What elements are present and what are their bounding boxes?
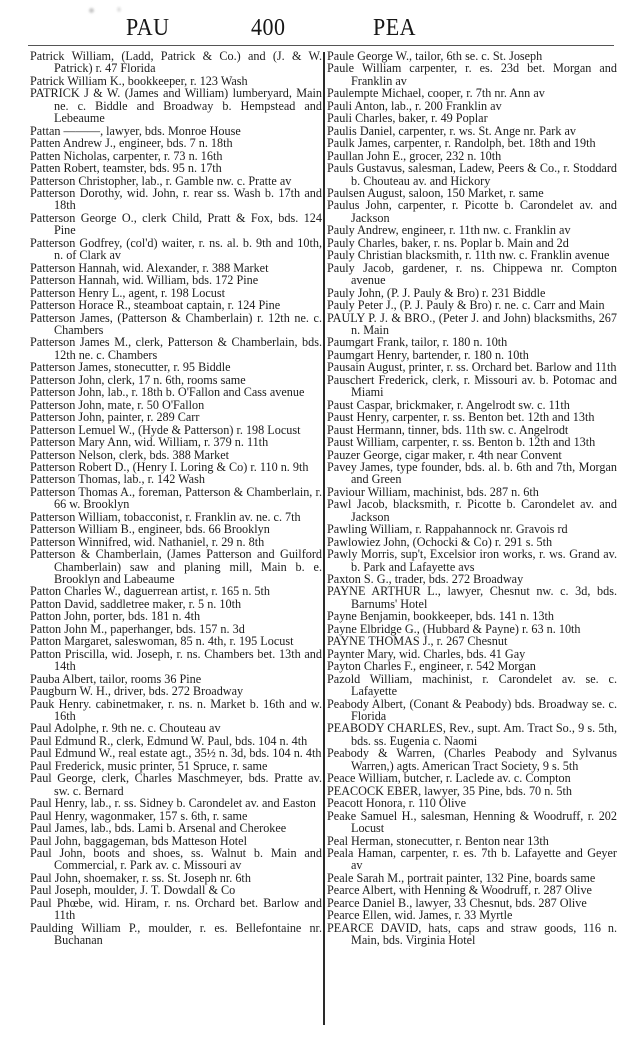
directory-entry: Paust Caspar, brickmaker, r. Angelrodt sw. c. 11th — [327, 397, 570, 412]
directory-entry: Paumgart Frank, tailor, r. 180 n. 10th — [327, 335, 508, 350]
header-rule — [28, 45, 614, 46]
directory-entry: Patterson Nelson, clerk, bds. 388 Market — [30, 447, 230, 462]
right-column — [327, 50, 617, 947]
directory-entry: Paulempte Michael, cooper, r. 7th nr. Ann av — [327, 86, 545, 101]
directory-entry: Peabody Albert, (Conant & Peabody) bds. Broadway se. c. Florida — [327, 696, 617, 724]
directory-entry: Pauli Anton, lab., r. 200 Franklin av — [327, 98, 502, 113]
directory-entry: Patterson John, mate, r. 50 O'Fallon — [30, 397, 205, 412]
directory-entry: Paulding William P., moulder, r. es. Bellefontaine nr. Buchanan — [30, 920, 322, 948]
directory-entry: Pausain August, printer, r. ss. Orchard bet. Barlow and 11th — [327, 360, 617, 375]
directory-entry: Pauly Andrew, engineer, r. 11th nw. c. Franklin av — [327, 223, 571, 238]
directory-entry: Paul Henry, lab., r. ss. Sidney b. Carondelet av. and Easton — [30, 796, 316, 811]
directory-entry: Paulk James, carpenter, r. Randolph, bet. 18th and 19th — [327, 136, 596, 151]
directory-entry: Pauli Charles, baker, r. 49 Poplar — [327, 111, 488, 126]
directory-entry: Patterson Lemuel W., (Hyde & Patterson) r. 198 Locust — [30, 422, 301, 437]
directory-entry: Patterson John, lab., r. 18th b. O'Fallon and Cass avenue — [30, 385, 305, 400]
directory-entry: Paul Joseph, moulder, J. T. Dowdall & Co — [30, 883, 236, 898]
directory-entry: Patrick William, (Ladd, Patrick & Co.) and (J. & W. Patrick) r. 47 Florida — [30, 49, 322, 76]
directory-entry: Pawlowiez John, (Ochocki & Co) r. 291 s. 5th — [327, 534, 553, 549]
directory-entry: Patterson Horace R., steamboat captain, r. 124 Pine — [30, 298, 281, 313]
directory-entry: Pauschert Frederick, clerk, r. Missouri av. b. Potomac and Miami — [327, 372, 617, 400]
directory-entry: Payton Charles F., engineer, r. 542 Morgan — [327, 659, 536, 674]
directory-entry: Paviour William, machinist, bds. 287 n. 6th — [327, 484, 539, 499]
directory-entry: PAYNE ARTHUR L., lawyer, Chesnut nw. c. 3d, bds. Barnums' Hotel — [327, 584, 617, 611]
directory-entry: Patterson James, (Patterson & Chamberlain) r. 12th ne. c. Chambers — [30, 310, 322, 337]
directory-entry: Patterson Thomas, lab., r. 142 Wash — [30, 472, 205, 487]
ink-smudge — [117, 7, 121, 12]
directory-entry: Patton Margaret, saleswoman, 85 n. 4th, r. 195 Locust — [30, 634, 294, 649]
directory-entry: Peacott Honora, r. 110 Olive — [327, 796, 466, 811]
directory-entry: Patterson John, painter, r. 289 Carr — [30, 410, 200, 425]
directory-entry: Patterson Godfrey, (col'd) waiter, r. ns. al. b. 9th and 10th, n. of Clark av — [30, 235, 322, 263]
directory-entry: Patterson George O., clerk Child, Pratt & Fox, bds. 124 Pine — [30, 210, 322, 238]
directory-entry: Paust William, carpenter, r. ss. Benton b. 12th and 13th — [327, 435, 596, 450]
directory-entry: Patten Nicholas, carpenter, r. 73 n. 16th — [30, 148, 223, 163]
directory-entry: Patterson John, clerk, 17 n. 6th, rooms same — [30, 372, 246, 387]
directory-entry: Paul George, clerk, Charles Maschmeyer, bds. Pratte av. sw. c. Bernard — [30, 771, 322, 798]
directory-entry: Peabody & Warren, (Charles Peabody and Sylvanus Warren,) agts. American Tract Society, 9 s. 5th — [327, 746, 617, 773]
directory-entry: Paul John, boots and shoes, ss. Walnut b. Main and Commercial, r. Park av. c. Missouri av — [30, 846, 322, 873]
directory-entry: Paullan John E., grocer, 232 n. 10th — [327, 148, 502, 163]
directory-entry: Pauly Peter J., (P. J. Pauly & Bro) r. ne. c. Carr and Main — [327, 298, 605, 313]
directory-entry: PATRICK J & W. (James and William) lumberyard, Main ne. c. Biddle and Broadway b. Hempstead and Lebeaume — [30, 86, 322, 126]
directory-entry: Peace William, butcher, r. Laclede av. c. Compton — [327, 771, 571, 786]
header-right-guideword: PEA — [373, 12, 417, 41]
directory-entry: Peake Samuel H., salesman, Henning & Woodruff, r. 202 Locust — [327, 808, 617, 836]
directory-entry: Patterson Henry L., agent, r. 198 Locust — [30, 285, 225, 300]
directory-entry: Paulis Daniel, carpenter, r. ws. St. Ange nr. Park av — [327, 123, 576, 138]
directory-entry: Paynter Mary, wid. Charles, bds. 41 Gay — [327, 646, 526, 661]
directory-entry: Patterson Hannah, wid. William, bds. 172 Pine — [30, 273, 259, 288]
directory-entry: Paule William carpenter, r. es. 23d bet. Morgan and Franklin av — [327, 61, 617, 88]
directory-entry: Patterson William, tobacconist, r. Franklin av. ne. c. 7th — [30, 509, 301, 524]
directory-entry: Peale Sarah M., portrait painter, 132 Pine, boards same — [327, 870, 596, 885]
directory-entry: PEABODY CHARLES, Rev., supt. Am. Tract So., 9 s. 5th, bds. ss. Eugenia c. Naomi — [327, 721, 617, 748]
directory-entry: Patton David, saddletree maker, r. 5 n. 10th — [30, 596, 242, 611]
directory-entry: Payne Benjamin, bookkeeper, bds. 141 n. 13th — [327, 609, 554, 624]
directory-entry: Paugburn W. H., driver, bds. 272 Broadway — [30, 684, 244, 699]
directory-entry: Patton John, porter, bds. 181 n. 4th — [30, 609, 201, 624]
directory-entry: Patton Priscilla, wid. Joseph, r. ns. Chambers bet. 13th and 14th — [30, 646, 322, 674]
directory-entry: Pearce Ellen, wid. James, r. 33 Myrtle — [327, 908, 513, 923]
directory-entry: Paul John, shoemaker, r. ss. St. Joseph nr. 6th — [30, 870, 251, 885]
directory-entry: Paxton S. G., trader, bds. 272 Broadway — [327, 572, 524, 587]
column-divider — [323, 52, 325, 1025]
directory-entry: PAULY P. J. & BRO., (Peter J. and John) blacksmiths, 267 n. Main — [327, 310, 617, 337]
directory-entry: PAYNE THOMAS J., r. 267 Chesnut — [327, 634, 508, 649]
directory-entry: Paulsen August, saloon, 150 Market, r. same — [327, 185, 544, 200]
directory-entry: Patton John M., paperhanger, bds. 157 n. 3d — [30, 621, 245, 636]
page-header — [0, 14, 640, 40]
directory-entry: Pauly Jacob, gardener, r. ns. Chippewa nr. Compton avenue — [327, 260, 617, 288]
directory-entry: Pauba Albert, tailor, rooms 36 Pine — [30, 671, 202, 686]
directory-entry: Pauly Charles, baker, r. ns. Poplar b. Main and 2d — [327, 235, 569, 250]
directory-entry: Paust Henry, carpenter, r. ss. Benton bet. 12th and 13th — [327, 410, 595, 425]
directory-entry: Pavey James, type founder, bds. al. b. 6th and 7th, Morgan and Green — [327, 459, 617, 487]
directory-entry: Paul Edmund W., real estate agt., 35½ n. 3d, bds. 104 n. 4th — [30, 746, 322, 761]
directory-entry: Patterson Winnifred, wid. Nathaniel, r. 29 n. 8th — [30, 534, 265, 549]
directory-entry: Patterson Hannah, wid. Alexander, r. 388 Market — [30, 260, 269, 275]
directory-entry: Pazold William, machinist, r. Carondelet av. se. c. Lafayette — [327, 671, 617, 699]
directory-entry: Pauly John, (P. J. Pauly & Bro) r. 231 Biddle — [327, 285, 546, 300]
directory-entry: Patterson James M., clerk, Patterson & Chamberlain, bds. 12th ne. c. Chambers — [30, 335, 322, 362]
directory-entry: Patterson William B., engineer, bds. 66 Brooklyn — [30, 522, 270, 537]
directory-entry: Patterson Mary Ann, wid. William, r. 379 n. 11th — [30, 435, 269, 450]
directory-entry: Paumgart Henry, bartender, r. 180 n. 10th — [327, 347, 529, 362]
directory-entry: Paulus John, carpenter, r. Picotte b. Carondelet av. and Jackson — [327, 198, 617, 225]
directory-entry: Paul Adolphe, r. 9th ne. c. Chouteau av — [30, 721, 221, 736]
directory-entry: Peal Herman, stonecutter, r. Benton near 13th — [327, 833, 549, 848]
directory-entry: Pawly Morris, sup't, Excelsior iron works, r. ws. Grand av. b. Park and Lafayette avs — [327, 547, 617, 574]
ink-smudge — [89, 8, 94, 13]
directory-entry: Patten Andrew J., engineer, bds. 7 n. 18th — [30, 136, 233, 151]
directory-entry: Paul Edmund R., clerk, Edmund W. Paul, bds. 104 n. 4th — [30, 733, 308, 748]
directory-entry: Pawling William, r. Rappahannock nr. Gravois rd — [327, 522, 568, 537]
directory-entry: PEARCE DAVID, hats, caps and straw goods, 116 n. Main, bds. Virginia Hotel — [327, 920, 617, 948]
directory-entry: Patterson Robert D., (Henry I. Loring & Co) r. 110 n. 9th — [30, 459, 309, 474]
directory-entry: Pawl Jacob, blacksmith, r. Picotte b. Carondelet av. and Jackson — [327, 497, 617, 524]
directory-entry: Patterson Dorothy, wid. John, r. rear ss. Wash b. 17th and 18th — [30, 185, 322, 213]
directory-entry: Pattan ———, lawyer, bds. Monroe House — [30, 123, 241, 138]
directory-entry: Paule George W., tailor, 6th se. c. St. Joseph — [327, 49, 543, 63]
directory-entry: Paul Henry, wagonmaker, 157 s. 6th, r. same — [30, 808, 248, 823]
directory-entry: Paul Frederick, music printer, 51 Spruce, r. same — [30, 758, 268, 773]
left-column — [30, 50, 322, 947]
directory-entry: Peala Haman, carpenter, r. es. 7th b. Lafayette and Geyer av — [327, 846, 617, 873]
directory-entry: Pauls Gustavus, salesman, Ladew, Peers & Co., r. Stoddard b. Chouteau av. and Hickory — [327, 161, 617, 188]
directory-entry: Paust Hermann, tinner, bds. 11th sw. c. Angelrodt — [327, 422, 569, 437]
directory-entry: Patterson Christopher, lab., r. Gamble nw. c. Pratte av — [30, 173, 292, 188]
directory-entry: Patterson Thomas A., foreman, Patterson & Chamberlain, r. 66 w. Brooklyn — [30, 484, 322, 512]
directory-entry: Pearce Daniel B., lawyer, 33 Chesnut, bds. 287 Olive — [327, 895, 587, 910]
directory-entry: Patton Charles W., daguerrean artist, r. 165 n. 5th — [30, 584, 270, 599]
directory-entry: Pearce Albert, with Henning & Woodruff, r. 287 Olive — [327, 883, 592, 898]
page-number: 400 — [251, 12, 286, 41]
directory-entry: Patten Robert, teamster, bds. 95 n. 17th — [30, 161, 222, 176]
directory-entry: Patrick William K., bookkeeper, r. 123 Wash — [30, 73, 248, 88]
directory-entry: Pauly Christian blacksmith, r. 11th nw. c. Franklin avenue — [327, 248, 610, 263]
directory-entry: Paul John, baggageman, bds Matteson Hotel — [30, 833, 247, 848]
directory-entry: PEACOCK EBER, lawyer, 35 Pine, bds. 70 n. 5th — [327, 783, 572, 798]
directory-entry: Paul James, lab., bds. Lami b. Arsenal and Cherokee — [30, 821, 287, 836]
directory-entry: Paul Phœbe, wid. Hiram, r. ns. Orchard bet. Barlow and 11th — [30, 895, 322, 923]
directory-entry: Patterson & Chamberlain, (James Patterson and Guilford Chamberlain) saw and planing mill, Main b. e. Brooklyn and Labeaume — [30, 547, 322, 587]
directory-entry: Pauzer George, cigar maker, r. 4th near Convent — [327, 447, 562, 462]
header-left-guideword: PAU — [126, 12, 170, 41]
directory-entry: Payne Elbridge G., (Hubbard & Payne) r. 63 n. 10th — [327, 621, 581, 636]
directory-entry: Patterson James, stonecutter, r. 95 Biddle — [30, 360, 231, 375]
directory-entry: Pauk Henry. cabinetmaker, r. ns. n. Market b. 16th and w. 16th — [30, 696, 322, 724]
